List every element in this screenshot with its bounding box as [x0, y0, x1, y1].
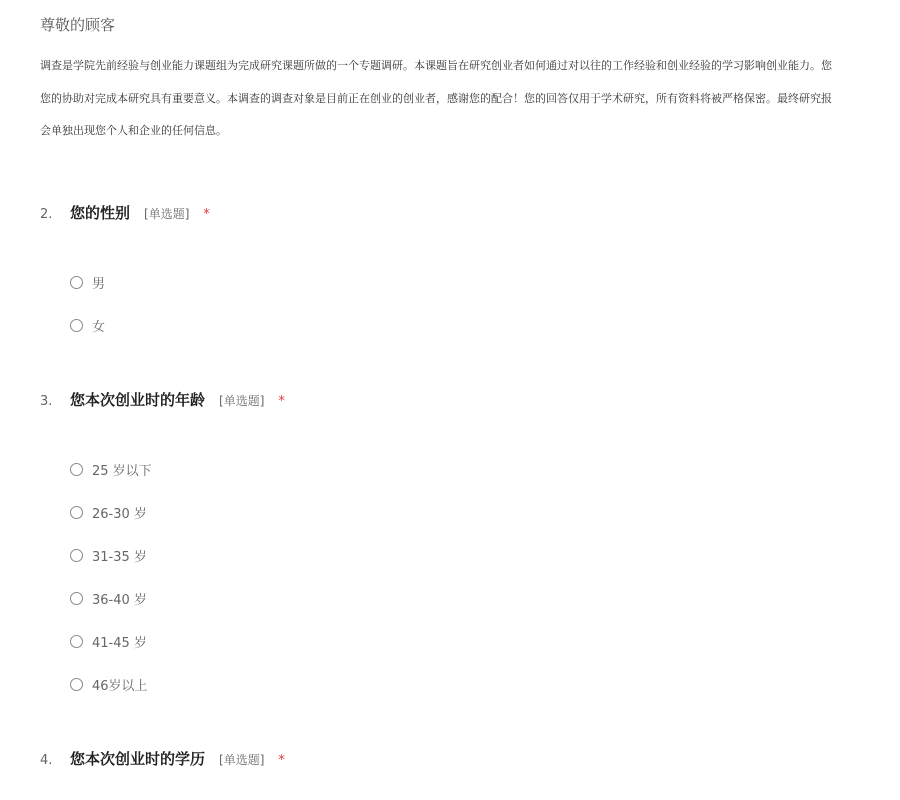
option-gender-female[interactable] — [70, 316, 105, 334]
radio-button[interactable] — [70, 276, 83, 289]
survey-intro-line: 您的协助对完成本研究具有重要意义。本调查的调查对象是目前正在创业的创业者，感谢您的配合！您的回答仅用于学术研究，所有资料将被严格保密。最终研究报 — [40, 92, 832, 105]
question-text: 您的性别 — [70, 204, 131, 222]
radio-button[interactable] — [70, 678, 83, 691]
required-marker: * — [278, 753, 285, 768]
option-label: 46岁以上 — [92, 678, 148, 694]
option-age-26-30[interactable] — [70, 503, 147, 521]
option-age-under-25[interactable] — [70, 460, 152, 478]
option-age-46-plus[interactable] — [70, 675, 148, 693]
radio-button[interactable] — [70, 463, 83, 476]
question-title-education — [40, 748, 285, 769]
radio-button[interactable] — [70, 549, 83, 562]
option-gender-male[interactable] — [70, 273, 105, 291]
question-text: 您本次创业时的学历 — [70, 750, 206, 768]
question-number: 3. — [40, 394, 53, 409]
question-number: 4. — [40, 753, 53, 768]
survey-intro-line: 调查是学院先前经验与创业能力课题组为完成研究课题所做的一个专题调研。本课题旨在研究创业者如何通过对以往的工作经验和创业经验的学习影响创业能力。您 — [40, 59, 832, 72]
option-age-36-40[interactable] — [70, 589, 147, 607]
required-marker: * — [203, 207, 210, 222]
radio-button[interactable] — [70, 319, 83, 332]
option-age-41-45[interactable] — [70, 632, 147, 650]
option-label: 31-35 岁 — [92, 549, 147, 565]
question-type: [单选题] — [219, 753, 265, 767]
survey-intro-line: 会单独出现您个人和企业的任何信息。 — [40, 124, 227, 137]
option-age-31-35[interactable] — [70, 546, 147, 564]
radio-button[interactable] — [70, 506, 83, 519]
question-text: 您本次创业时的年龄 — [70, 391, 206, 409]
option-label: 41-45 岁 — [92, 635, 147, 651]
radio-button[interactable] — [70, 635, 83, 648]
question-type: [单选题] — [219, 394, 265, 408]
option-label: 25 岁以下 — [92, 463, 152, 479]
option-label: 26-30 岁 — [92, 506, 147, 522]
radio-button[interactable] — [70, 592, 83, 605]
question-title-age — [40, 389, 285, 410]
option-label: 男 — [92, 276, 106, 292]
question-type: [单选题] — [144, 207, 190, 221]
survey-greeting: 尊敬的顾客 — [40, 16, 116, 34]
question-title-gender — [40, 202, 210, 223]
option-label: 36-40 岁 — [92, 592, 147, 608]
option-label: 女 — [92, 319, 106, 335]
required-marker: * — [278, 394, 285, 409]
question-number: 2. — [40, 207, 53, 222]
